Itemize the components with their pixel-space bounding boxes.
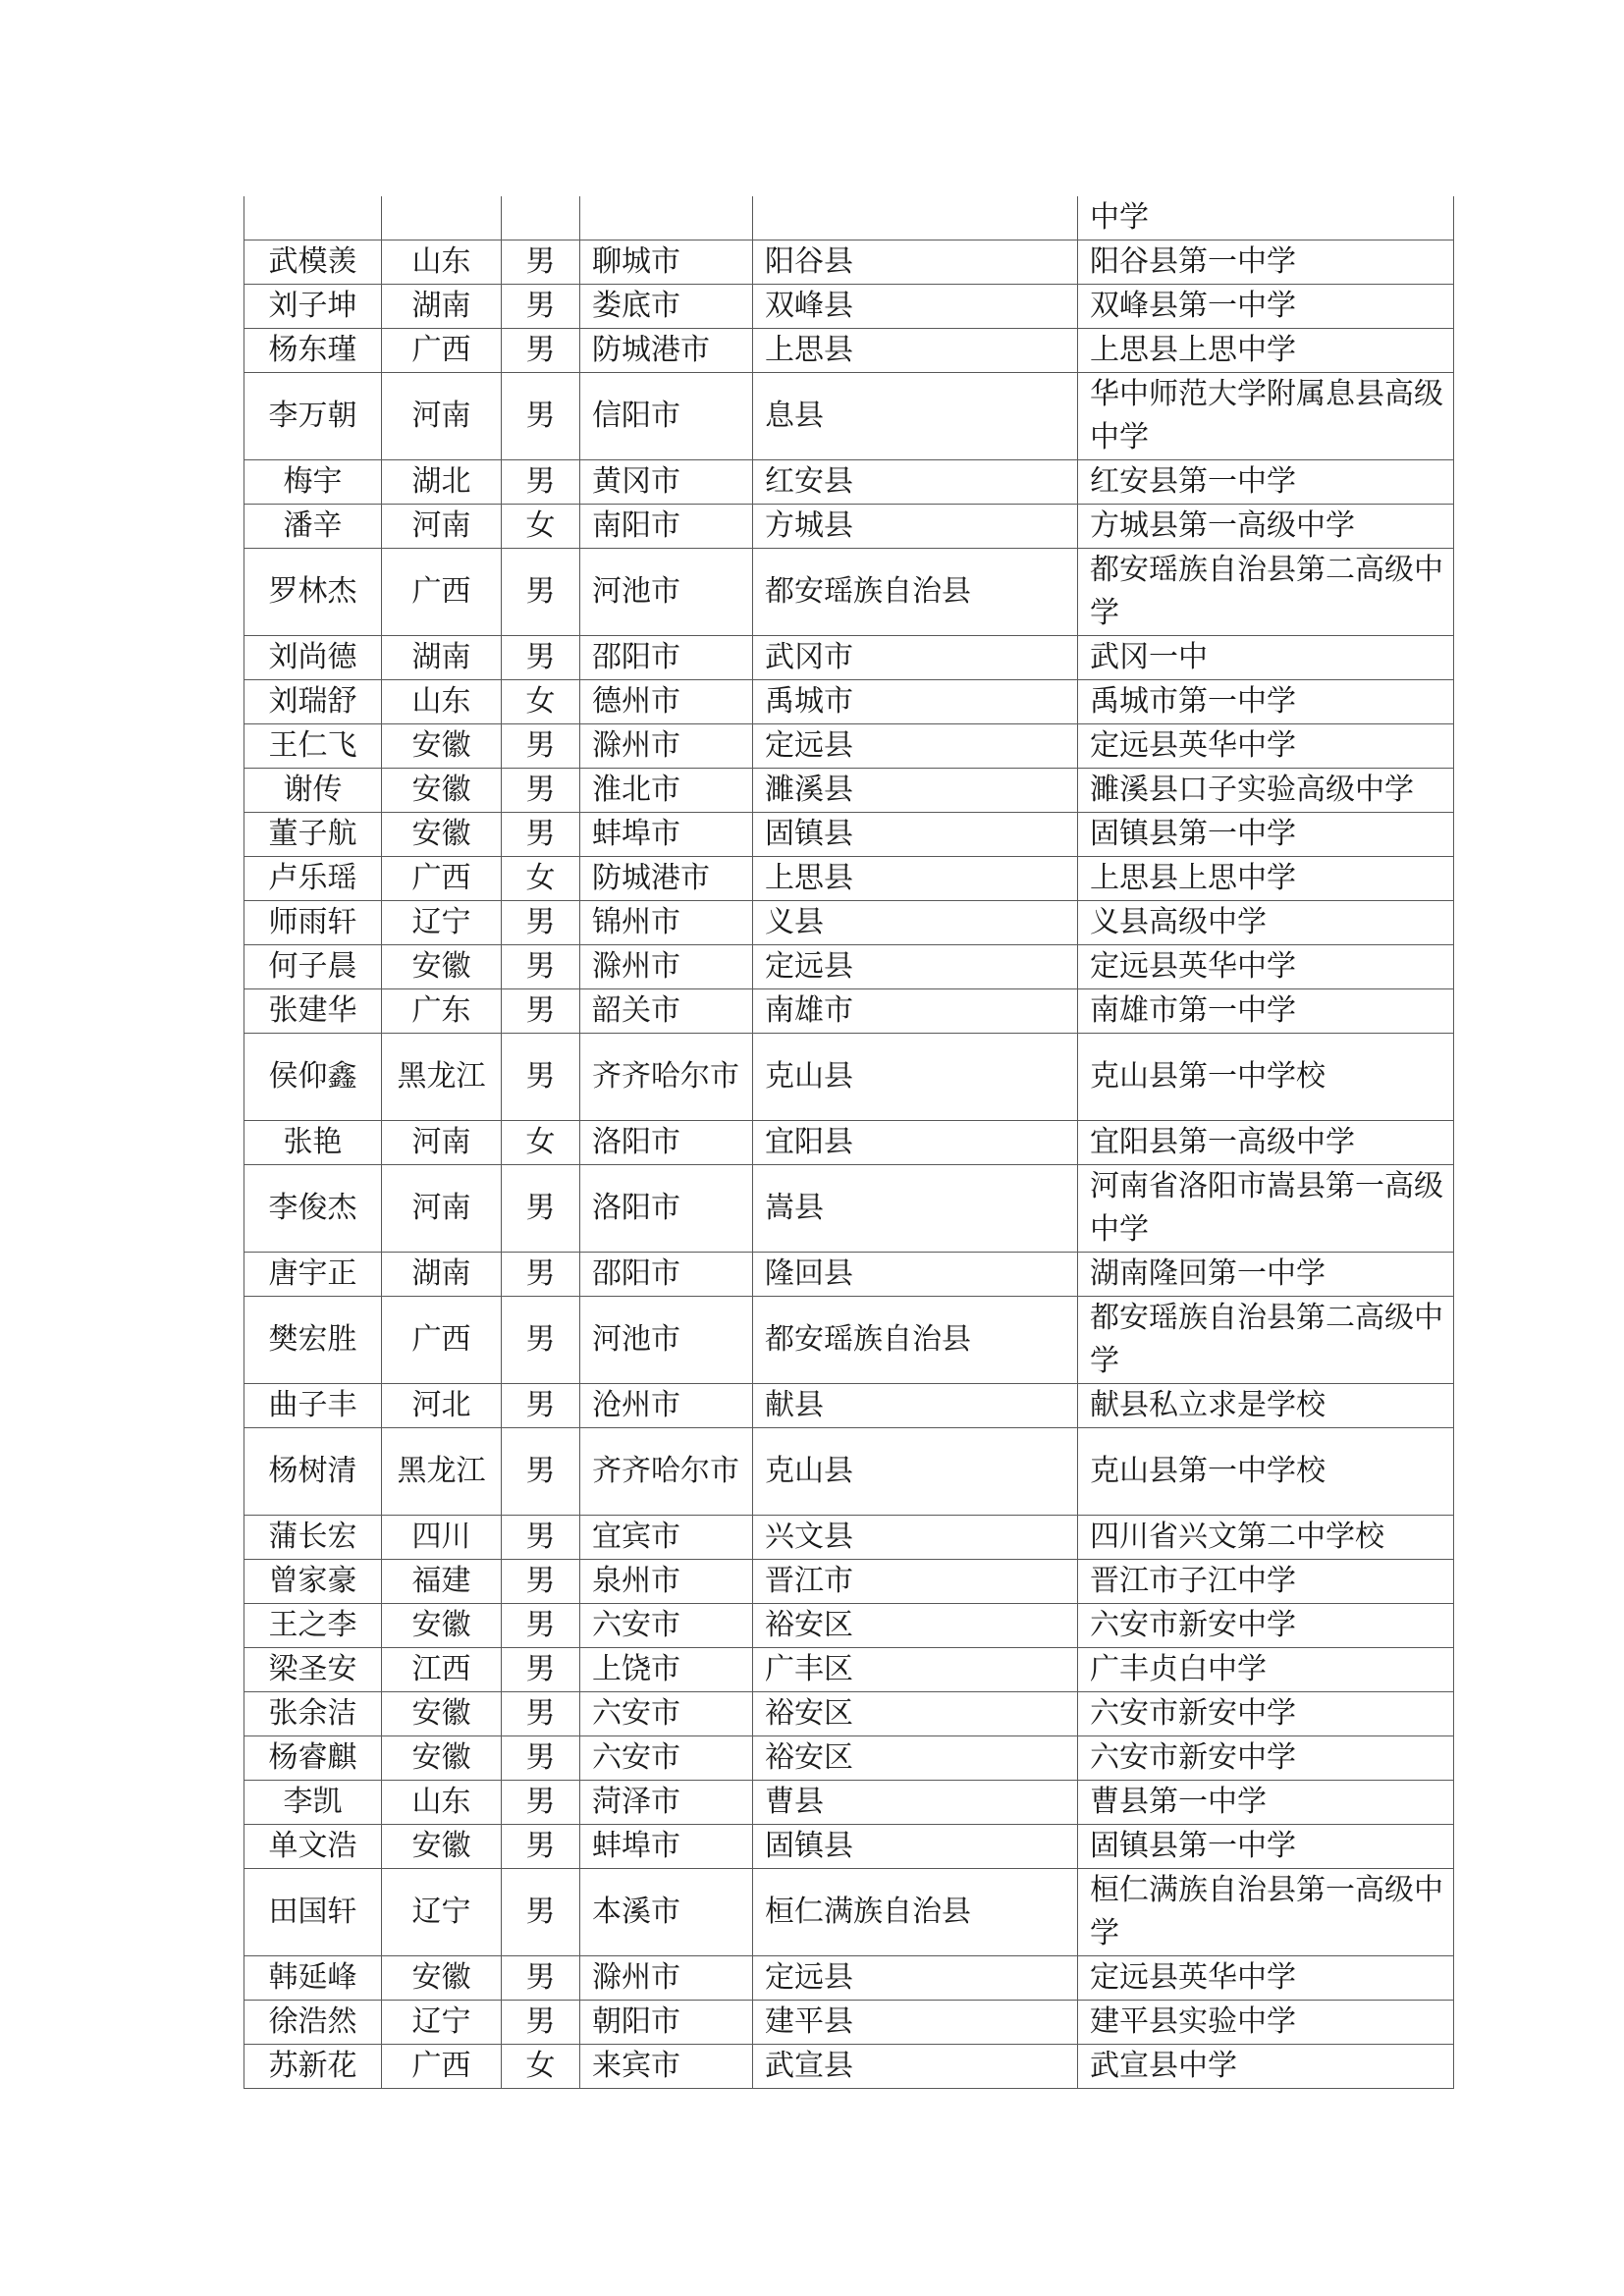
table-row	[244, 1560, 1454, 1604]
cell-school: 河南省洛阳市嵩县第一高级中学	[1078, 1165, 1454, 1253]
cell-county: 义县	[753, 901, 1078, 945]
table-row	[244, 329, 1454, 373]
table-row	[244, 1034, 1454, 1121]
cell-county: 方城县	[753, 505, 1078, 549]
cell-city: 洛阳市	[580, 1165, 753, 1253]
table-row	[244, 724, 1454, 769]
cell-school: 献县私立求是学校	[1078, 1384, 1454, 1428]
cell-city: 信阳市	[580, 373, 753, 460]
cell-city: 聊城市	[580, 240, 753, 285]
cell-city: 齐齐哈尔市	[580, 1428, 753, 1516]
cell-county: 双峰县	[753, 285, 1078, 329]
cell-gender: 男	[502, 1516, 580, 1560]
cell-city: 六安市	[580, 1604, 753, 1648]
cell-school: 固镇县第一中学	[1078, 813, 1454, 857]
cell-city: 来宾市	[580, 2045, 753, 2089]
cell-school: 克山县第一中学校	[1078, 1034, 1454, 1121]
cell-province: 河北	[382, 1384, 502, 1428]
cell-name: 武模羡	[244, 240, 382, 285]
cell-name: 曾家豪	[244, 1560, 382, 1604]
cell-county: 武冈市	[753, 636, 1078, 680]
table-row	[244, 1516, 1454, 1560]
cell-county: 上思县	[753, 857, 1078, 901]
cell-city: 河池市	[580, 549, 753, 636]
cell-gender: 男	[502, 1869, 580, 1956]
cell-name: 王仁飞	[244, 724, 382, 769]
cell-gender: 男	[502, 1384, 580, 1428]
table-row	[244, 1692, 1454, 1736]
cell-name: 李凯	[244, 1781, 382, 1825]
cell-school: 方城县第一高级中学	[1078, 505, 1454, 549]
cell-county: 嵩县	[753, 1165, 1078, 1253]
cell-province: 安徽	[382, 1692, 502, 1736]
cell-province: 湖南	[382, 1253, 502, 1297]
cell-gender: 男	[502, 329, 580, 373]
cell-gender: 男	[502, 989, 580, 1034]
cell-city: 德州市	[580, 680, 753, 724]
cell-name: 卢乐瑶	[244, 857, 382, 901]
cell-school: 曹县第一中学	[1078, 1781, 1454, 1825]
cell-county: 固镇县	[753, 813, 1078, 857]
cell-county: 都安瑶族自治县	[753, 1297, 1078, 1384]
cell-school: 义县高级中学	[1078, 901, 1454, 945]
cell-county: 南雄市	[753, 989, 1078, 1034]
student-table	[244, 196, 1454, 2089]
cell-gender: 男	[502, 1297, 580, 1384]
cell-county: 裕安区	[753, 1692, 1078, 1736]
cell-province: 辽宁	[382, 2001, 502, 2045]
cell-school: 禹城市第一中学	[1078, 680, 1454, 724]
cell-name: 张艳	[244, 1121, 382, 1165]
cell-name: 韩延峰	[244, 1956, 382, 2001]
cell-city: 防城港市	[580, 329, 753, 373]
table-row	[244, 2045, 1454, 2089]
cell-school: 克山县第一中学校	[1078, 1428, 1454, 1516]
table-row	[244, 989, 1454, 1034]
cell-province	[382, 196, 502, 240]
cell-county: 武宣县	[753, 2045, 1078, 2089]
cell-city: 防城港市	[580, 857, 753, 901]
cell-school: 南雄市第一中学	[1078, 989, 1454, 1034]
table-row	[244, 1956, 1454, 2001]
cell-province: 湖南	[382, 285, 502, 329]
cell-province: 安徽	[382, 1736, 502, 1781]
cell-city: 邵阳市	[580, 1253, 753, 1297]
cell-school: 华中师范大学附属息县高级中学	[1078, 373, 1454, 460]
cell-city: 娄底市	[580, 285, 753, 329]
cell-province: 安徽	[382, 945, 502, 989]
cell-school: 四川省兴文第二中学校	[1078, 1516, 1454, 1560]
cell-name: 单文浩	[244, 1825, 382, 1869]
cell-gender	[502, 196, 580, 240]
cell-school: 上思县上思中学	[1078, 329, 1454, 373]
table-row	[244, 813, 1454, 857]
table-row	[244, 285, 1454, 329]
cell-county: 定远县	[753, 945, 1078, 989]
cell-county: 克山县	[753, 1034, 1078, 1121]
table-row	[244, 1121, 1454, 1165]
cell-gender: 男	[502, 1560, 580, 1604]
cell-city: 宜宾市	[580, 1516, 753, 1560]
cell-county: 禹城市	[753, 680, 1078, 724]
cell-province: 河南	[382, 1121, 502, 1165]
cell-gender: 女	[502, 680, 580, 724]
table-row	[244, 769, 1454, 813]
cell-county: 裕安区	[753, 1604, 1078, 1648]
cell-province: 辽宁	[382, 901, 502, 945]
table-row	[244, 505, 1454, 549]
cell-name: 徐浩然	[244, 2001, 382, 2045]
cell-name: 何子晨	[244, 945, 382, 989]
cell-school: 六安市新安中学	[1078, 1604, 1454, 1648]
cell-name: 潘辛	[244, 505, 382, 549]
cell-county: 隆回县	[753, 1253, 1078, 1297]
table-row	[244, 1428, 1454, 1516]
cell-school: 六安市新安中学	[1078, 1736, 1454, 1781]
cell-name: 侯仰鑫	[244, 1034, 382, 1121]
cell-school: 上思县上思中学	[1078, 857, 1454, 901]
table-row	[244, 901, 1454, 945]
cell-city: 六安市	[580, 1692, 753, 1736]
cell-county: 晋江市	[753, 1560, 1078, 1604]
cell-county: 定远县	[753, 1956, 1078, 2001]
cell-name: 杨睿麒	[244, 1736, 382, 1781]
cell-county: 宜阳县	[753, 1121, 1078, 1165]
cell-name: 罗林杰	[244, 549, 382, 636]
cell-county: 息县	[753, 373, 1078, 460]
cell-province: 山东	[382, 240, 502, 285]
cell-city: 泉州市	[580, 1560, 753, 1604]
cell-name: 李俊杰	[244, 1165, 382, 1253]
cell-name: 梅宇	[244, 460, 382, 505]
cell-city: 淮北市	[580, 769, 753, 813]
cell-gender: 男	[502, 549, 580, 636]
cell-school: 阳谷县第一中学	[1078, 240, 1454, 285]
cell-gender: 男	[502, 1648, 580, 1692]
cell-name: 董子航	[244, 813, 382, 857]
cell-county: 濉溪县	[753, 769, 1078, 813]
cell-school: 定远县英华中学	[1078, 945, 1454, 989]
cell-county: 献县	[753, 1384, 1078, 1428]
cell-city: 沧州市	[580, 1384, 753, 1428]
cell-gender: 男	[502, 460, 580, 505]
cell-province: 广西	[382, 329, 502, 373]
cell-county: 上思县	[753, 329, 1078, 373]
cell-city: 邵阳市	[580, 636, 753, 680]
cell-county: 固镇县	[753, 1825, 1078, 1869]
cell-province: 四川	[382, 1516, 502, 1560]
cell-city: 滁州市	[580, 1956, 753, 2001]
cell-province: 广西	[382, 1297, 502, 1384]
cell-name: 王之李	[244, 1604, 382, 1648]
table-row	[244, 1781, 1454, 1825]
cell-gender: 男	[502, 1428, 580, 1516]
cell-name: 张余洁	[244, 1692, 382, 1736]
cell-city: 菏泽市	[580, 1781, 753, 1825]
cell-county: 克山县	[753, 1428, 1078, 1516]
cell-name: 谢传	[244, 769, 382, 813]
table-row	[244, 196, 1454, 240]
table-row	[244, 1648, 1454, 1692]
cell-school: 都安瑶族自治县第二高级中学	[1078, 549, 1454, 636]
cell-city: 河池市	[580, 1297, 753, 1384]
cell-city: 滁州市	[580, 724, 753, 769]
cell-name: 苏新花	[244, 2045, 382, 2089]
cell-school: 湖南隆回第一中学	[1078, 1253, 1454, 1297]
cell-school: 中学	[1078, 196, 1454, 240]
table-row	[244, 1825, 1454, 1869]
cell-province: 安徽	[382, 769, 502, 813]
cell-gender: 女	[502, 505, 580, 549]
cell-name: 杨树清	[244, 1428, 382, 1516]
cell-school: 固镇县第一中学	[1078, 1825, 1454, 1869]
cell-name: 刘子坤	[244, 285, 382, 329]
cell-name: 刘尚德	[244, 636, 382, 680]
table-row	[244, 460, 1454, 505]
cell-gender: 男	[502, 724, 580, 769]
cell-name: 张建华	[244, 989, 382, 1034]
cell-gender: 女	[502, 857, 580, 901]
cell-name: 杨东瑾	[244, 329, 382, 373]
cell-county: 红安县	[753, 460, 1078, 505]
table-row	[244, 945, 1454, 989]
cell-school: 定远县英华中学	[1078, 724, 1454, 769]
table-row	[244, 373, 1454, 460]
cell-gender: 男	[502, 240, 580, 285]
cell-gender: 男	[502, 945, 580, 989]
cell-gender: 男	[502, 1165, 580, 1253]
cell-city: 上饶市	[580, 1648, 753, 1692]
cell-province: 山东	[382, 680, 502, 724]
cell-gender: 男	[502, 1604, 580, 1648]
cell-city: 锦州市	[580, 901, 753, 945]
cell-gender: 男	[502, 1736, 580, 1781]
table-body	[244, 196, 1454, 2089]
cell-county: 兴文县	[753, 1516, 1078, 1560]
cell-school: 武冈一中	[1078, 636, 1454, 680]
cell-school: 双峰县第一中学	[1078, 285, 1454, 329]
cell-province: 安徽	[382, 1956, 502, 2001]
cell-school: 定远县英华中学	[1078, 1956, 1454, 2001]
cell-name: 李万朝	[244, 373, 382, 460]
cell-school: 红安县第一中学	[1078, 460, 1454, 505]
cell-city: 蚌埠市	[580, 813, 753, 857]
table-row	[244, 1165, 1454, 1253]
cell-school: 宜阳县第一高级中学	[1078, 1121, 1454, 1165]
cell-gender: 男	[502, 813, 580, 857]
cell-province: 山东	[382, 1781, 502, 1825]
cell-county: 裕安区	[753, 1736, 1078, 1781]
cell-county	[753, 196, 1078, 240]
cell-city: 洛阳市	[580, 1121, 753, 1165]
cell-gender: 女	[502, 1121, 580, 1165]
cell-name: 唐宇正	[244, 1253, 382, 1297]
cell-province: 安徽	[382, 1604, 502, 1648]
cell-county: 定远县	[753, 724, 1078, 769]
table-row	[244, 680, 1454, 724]
cell-province: 广西	[382, 857, 502, 901]
cell-province: 安徽	[382, 724, 502, 769]
document-page	[244, 196, 1453, 2089]
cell-province: 黑龙江	[382, 1428, 502, 1516]
table-row	[244, 1604, 1454, 1648]
table-row	[244, 1869, 1454, 1956]
cell-name: 曲子丰	[244, 1384, 382, 1428]
cell-province: 河南	[382, 1165, 502, 1253]
cell-name: 蒲长宏	[244, 1516, 382, 1560]
cell-province: 广东	[382, 989, 502, 1034]
cell-city: 滁州市	[580, 945, 753, 989]
cell-school: 都安瑶族自治县第二高级中学	[1078, 1297, 1454, 1384]
cell-gender: 男	[502, 1034, 580, 1121]
cell-province: 江西	[382, 1648, 502, 1692]
cell-province: 安徽	[382, 813, 502, 857]
cell-name: 梁圣安	[244, 1648, 382, 1692]
cell-county: 阳谷县	[753, 240, 1078, 285]
cell-name: 刘瑞舒	[244, 680, 382, 724]
cell-province: 广西	[382, 549, 502, 636]
cell-province: 湖北	[382, 460, 502, 505]
cell-gender: 男	[502, 1825, 580, 1869]
cell-school: 广丰贞白中学	[1078, 1648, 1454, 1692]
cell-province: 辽宁	[382, 1869, 502, 1956]
cell-city: 蚌埠市	[580, 1825, 753, 1869]
cell-gender: 男	[502, 769, 580, 813]
table-row	[244, 1297, 1454, 1384]
cell-gender: 男	[502, 1253, 580, 1297]
table-row	[244, 857, 1454, 901]
cell-school: 晋江市子江中学	[1078, 1560, 1454, 1604]
cell-province: 黑龙江	[382, 1034, 502, 1121]
cell-name: 师雨轩	[244, 901, 382, 945]
table-row	[244, 1253, 1454, 1297]
table-row	[244, 636, 1454, 680]
table-row	[244, 240, 1454, 285]
cell-gender: 男	[502, 285, 580, 329]
cell-county: 广丰区	[753, 1648, 1078, 1692]
cell-city	[580, 196, 753, 240]
cell-county: 建平县	[753, 2001, 1078, 2045]
cell-province: 河南	[382, 373, 502, 460]
cell-province: 福建	[382, 1560, 502, 1604]
cell-gender: 男	[502, 1781, 580, 1825]
cell-gender: 男	[502, 2001, 580, 2045]
cell-gender: 男	[502, 373, 580, 460]
table-row	[244, 549, 1454, 636]
cell-school: 六安市新安中学	[1078, 1692, 1454, 1736]
table-row	[244, 2001, 1454, 2045]
cell-city: 黄冈市	[580, 460, 753, 505]
cell-name: 田国轩	[244, 1869, 382, 1956]
cell-city: 南阳市	[580, 505, 753, 549]
cell-province: 安徽	[382, 1825, 502, 1869]
cell-gender: 女	[502, 2045, 580, 2089]
cell-name	[244, 196, 382, 240]
cell-city: 六安市	[580, 1736, 753, 1781]
cell-name: 樊宏胜	[244, 1297, 382, 1384]
table-row	[244, 1384, 1454, 1428]
cell-county: 桓仁满族自治县	[753, 1869, 1078, 1956]
cell-province: 河南	[382, 505, 502, 549]
cell-province: 湖南	[382, 636, 502, 680]
cell-school: 桓仁满族自治县第一高级中学	[1078, 1869, 1454, 1956]
cell-province: 广西	[382, 2045, 502, 2089]
cell-city: 本溪市	[580, 1869, 753, 1956]
cell-city: 朝阳市	[580, 2001, 753, 2045]
cell-gender: 男	[502, 901, 580, 945]
cell-city: 齐齐哈尔市	[580, 1034, 753, 1121]
cell-gender: 男	[502, 1956, 580, 2001]
cell-county: 都安瑶族自治县	[753, 549, 1078, 636]
cell-city: 韶关市	[580, 989, 753, 1034]
cell-school: 武宣县中学	[1078, 2045, 1454, 2089]
cell-school: 濉溪县口子实验高级中学	[1078, 769, 1454, 813]
cell-gender: 男	[502, 636, 580, 680]
cell-county: 曹县	[753, 1781, 1078, 1825]
table-row	[244, 1736, 1454, 1781]
cell-gender: 男	[502, 1692, 580, 1736]
cell-school: 建平县实验中学	[1078, 2001, 1454, 2045]
